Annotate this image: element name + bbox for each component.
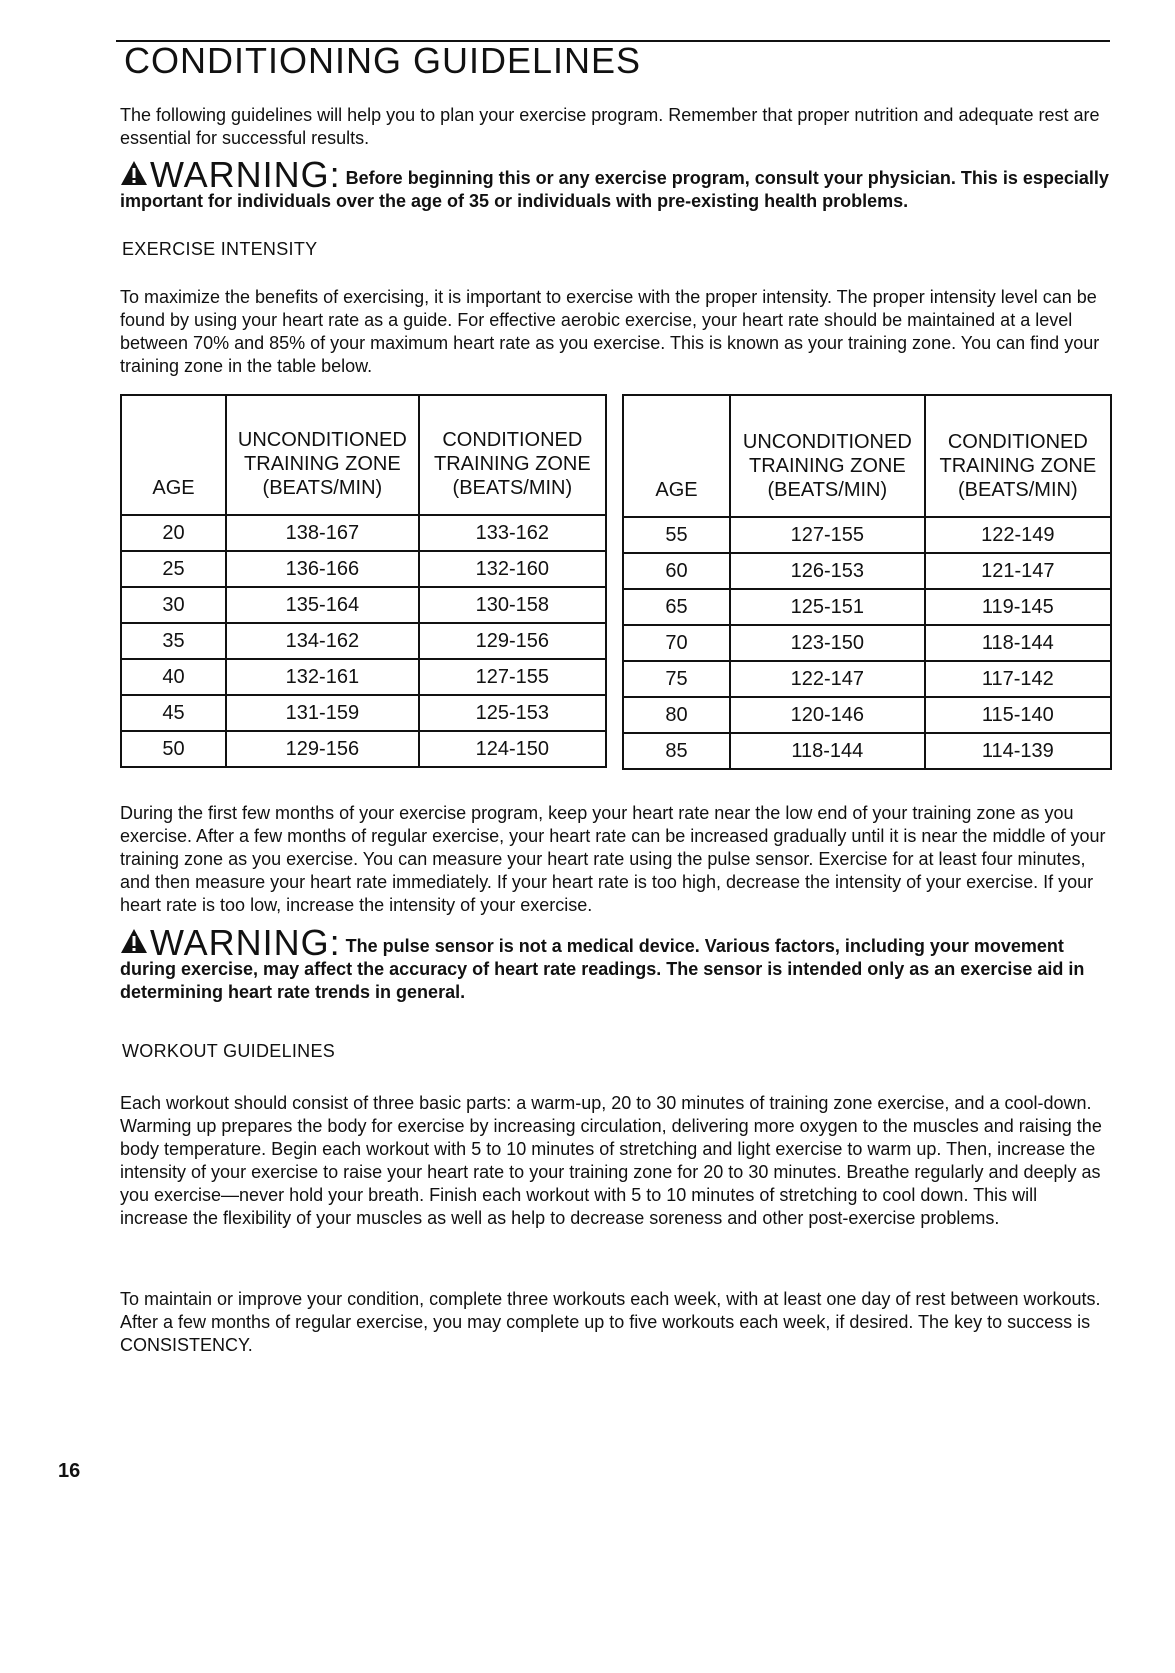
table-row — [623, 697, 1111, 733]
conditioned-cell: 115-140 — [925, 697, 1111, 733]
table-row — [623, 553, 1111, 589]
warning-block-1 — [120, 154, 1110, 213]
exercise-intensity-paragraph: To maximize the benefits of exercising, it is important to exercise with the proper intensity. The proper intensity level can be found by using your heart rate as a guide. For effective aerobic exercise, your heart rate should be maintained at a level between 70% and 85% of your maximum heart rate as you exercise. This is known as your training zone. You can find your training zone in the table below. — [120, 287, 1100, 376]
page-title: CONDITIONING GUIDELINES — [124, 40, 642, 81]
unconditioned-cell: 127-155 — [730, 517, 925, 553]
unconditioned-cell: 122-147 — [730, 661, 925, 697]
conditioned-cell: 121-147 — [925, 553, 1111, 589]
conditioned-cell: 127-155 — [419, 659, 606, 695]
unconditioned-cell: 131-159 — [226, 695, 419, 731]
table-row — [623, 625, 1111, 661]
age-cell: 65 — [623, 589, 730, 625]
after-table-paragraph: During the first few months of your exercise program, keep your heart rate near the low end of your training zone as you exercise. After a few months of regular exercise, your heart rate can be increased gradually until it is near the middle of your training zone as you exercise. You can measure your heart rate using the pulse sensor. Exercise for at least four minutes, and then measure your heart rate immediately. If your heart rate is too high, decrease the intensity of your exercise. If your heart rate is too low, increase the intensity of your exercise. — [120, 803, 1106, 915]
unconditioned-header: UNCONDITIONED TRAINING ZONE (BEATS/MIN) — [226, 395, 419, 515]
age-header: AGE — [623, 395, 730, 517]
unconditioned-cell: 126-153 — [730, 553, 925, 589]
unconditioned-cell: 135-164 — [226, 587, 419, 623]
age-cell: 60 — [623, 553, 730, 589]
table-row — [623, 517, 1111, 553]
unconditioned-cell: 134-162 — [226, 623, 419, 659]
conditioned-cell: 118-144 — [925, 625, 1111, 661]
conditioned-cell: 132-160 — [419, 551, 606, 587]
unconditioned-cell: 138-167 — [226, 515, 419, 551]
age-cell: 70 — [623, 625, 730, 661]
warning-text: Before beginning this or any exercise program, consult your physician. This is especially important for individuals over the age of 35 or individuals with pre-existing health problems. — [120, 168, 1109, 211]
conditioned-cell: 114-139 — [925, 733, 1111, 769]
table-row — [121, 587, 606, 623]
unconditioned-cell: 120-146 — [730, 697, 925, 733]
age-cell: 55 — [623, 517, 730, 553]
unconditioned-cell: 132-161 — [226, 659, 419, 695]
table-row — [121, 731, 606, 767]
conditioned-cell: 125-153 — [419, 695, 606, 731]
age-cell: 40 — [121, 659, 226, 695]
unconditioned-cell: 118-144 — [730, 733, 925, 769]
warning-text: The pulse sensor is not a medical device. Various factors, including your movement during exercise, may affect the accuracy of heart rate readings. The sensor is intended only as an exercise aid in determining heart rate trends in general. — [120, 936, 1085, 1002]
conditioned-cell: 124-150 — [419, 731, 606, 767]
table-row — [121, 551, 606, 587]
table-row — [623, 589, 1111, 625]
section-heading-workout-guidelines: WORKOUT GUIDELINES — [122, 1041, 336, 1061]
age-cell: 85 — [623, 733, 730, 769]
workout-paragraph-2: To maintain or improve your condition, complete three workouts each week, with at least one day of rest between workouts. After a few months of regular exercise, you may complete up to five workouts each week, if desired. The key to success is CONSISTENCY. — [120, 1289, 1101, 1355]
age-cell: 25 — [121, 551, 226, 587]
page-number: 16 — [58, 1460, 81, 1482]
age-cell: 75 — [623, 661, 730, 697]
table-row — [121, 695, 606, 731]
conditioned-cell: 122-149 — [925, 517, 1111, 553]
conditioned-cell: 119-145 — [925, 589, 1111, 625]
table-row — [121, 623, 606, 659]
training-zone-table-left — [120, 394, 607, 768]
age-cell: 20 — [121, 515, 226, 551]
warning-block-2 — [120, 922, 1110, 1004]
section-heading-exercise-intensity: EXERCISE INTENSITY — [122, 239, 318, 259]
workout-paragraph-1: Each workout should consist of three basic parts: a warm-up, 20 to 30 minutes of training zone exercise, and a cool-down. Warming up prepares the body for exercise by increasing circulation, delivering more oxygen to the muscles and raising the body temperature. Begin each workout with 5 to 10 minutes of stretching and light exercise to warm up. Then, increase the intensity of your exercise to raise your heart rate to your training zone for 20 to 30 minutes. Breathe regularly and deeply as you exercise—never hold your breath. Finish each workout with 5 to 10 minutes of stretching to cool down. This will increase the flexibility of your muscles as well as help to decrease soreness and other post-exercise problems. — [120, 1093, 1102, 1228]
table-row — [623, 733, 1111, 769]
age-cell: 30 — [121, 587, 226, 623]
age-cell: 80 — [623, 697, 730, 733]
warning-triangle-icon — [120, 160, 148, 186]
unconditioned-cell: 125-151 — [730, 589, 925, 625]
conditioned-cell: 117-142 — [925, 661, 1111, 697]
warning-label: WARNING: — [150, 154, 341, 195]
conditioned-header: CONDITIONED TRAINING ZONE (BEATS/MIN) — [419, 395, 606, 515]
age-cell: 45 — [121, 695, 226, 731]
warning-label: WARNING: — [150, 922, 341, 963]
table-row — [121, 515, 606, 551]
conditioned-cell: 130-158 — [419, 587, 606, 623]
unconditioned-header: UNCONDITIONED TRAINING ZONE (BEATS/MIN) — [730, 395, 925, 517]
training-zone-table-right — [622, 394, 1112, 770]
table-row — [623, 661, 1111, 697]
age-header: AGE — [121, 395, 226, 515]
age-cell: 35 — [121, 623, 226, 659]
table-row — [121, 659, 606, 695]
conditioned-header: CONDITIONED TRAINING ZONE (BEATS/MIN) — [925, 395, 1111, 517]
unconditioned-cell: 123-150 — [730, 625, 925, 661]
unconditioned-cell: 136-166 — [226, 551, 419, 587]
conditioned-cell: 133-162 — [419, 515, 606, 551]
intro-paragraph: The following guidelines will help you to plan your exercise program. Remember that proper nutrition and adequate rest are essential for successful results. — [120, 105, 1100, 148]
warning-triangle-icon — [120, 928, 148, 954]
unconditioned-cell: 129-156 — [226, 731, 419, 767]
conditioned-cell: 129-156 — [419, 623, 606, 659]
age-cell: 50 — [121, 731, 226, 767]
